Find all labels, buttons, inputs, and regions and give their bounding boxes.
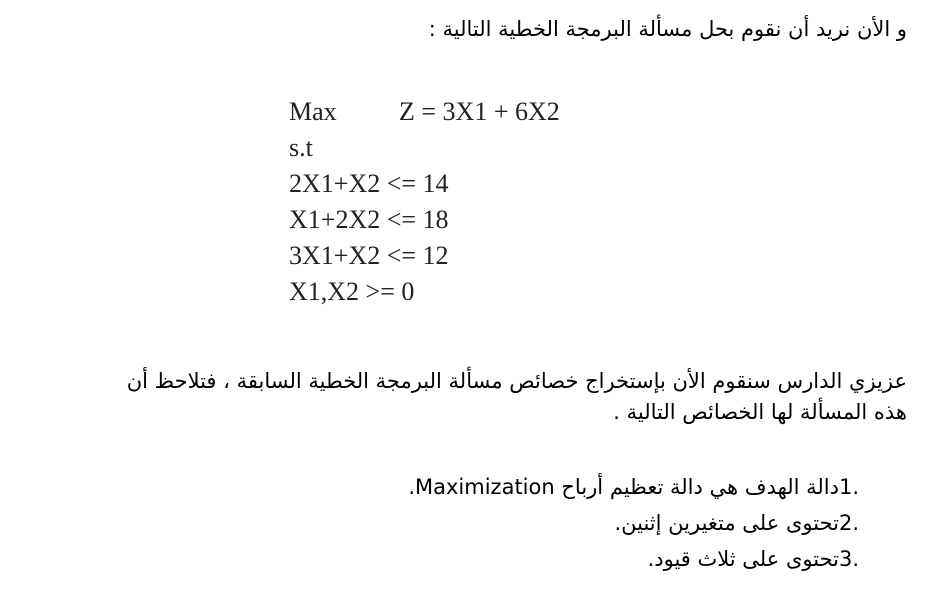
linear-program-model — [289, 94, 560, 310]
nonnegativity-constraint: X1,X2 >= 0 — [289, 277, 415, 306]
list-item — [408, 541, 873, 577]
constraint-1: 2X1+X2 <= 14 — [289, 169, 449, 198]
objective-label: Max — [289, 97, 337, 126]
constraint-3: 3X1+X2 <= 12 — [289, 241, 449, 270]
objective-row — [289, 94, 560, 130]
paragraph-line-1: عزيزي الدارس سنقوم الأن بإستخراج خصائص مسألة البرمجة الخطية السابقة ، فتلاحظ أن — [126, 369, 907, 393]
features-list — [408, 469, 873, 577]
subject-to-label: s.t — [289, 133, 313, 162]
objective-expression: Z = 3X1 + 6X2 — [399, 97, 560, 126]
constraint-2: X1+2X2 <= 18 — [289, 205, 449, 234]
intro-sentence: و الأن نريد أن نقوم بحل مسألة البرمجة الخطية التالية : — [428, 17, 907, 41]
list-item-text: تحتوى على ثلاث قيود. — [647, 547, 839, 571]
explanation-paragraph — [7, 366, 907, 428]
list-item — [408, 469, 873, 505]
list-item-number: 1. — [839, 475, 860, 499]
list-item-text: دالة الهدف هي دالة تعظيم أرباح Maximization. — [408, 475, 839, 499]
paragraph-line-2: هذه المسألة لها الخصائص التالية . — [613, 400, 907, 424]
list-item-text: تحتوى على متغيرين إثنين. — [614, 511, 839, 535]
list-item-number: 3. — [839, 547, 860, 571]
list-item — [408, 505, 873, 541]
list-item-number: 2. — [839, 511, 860, 535]
